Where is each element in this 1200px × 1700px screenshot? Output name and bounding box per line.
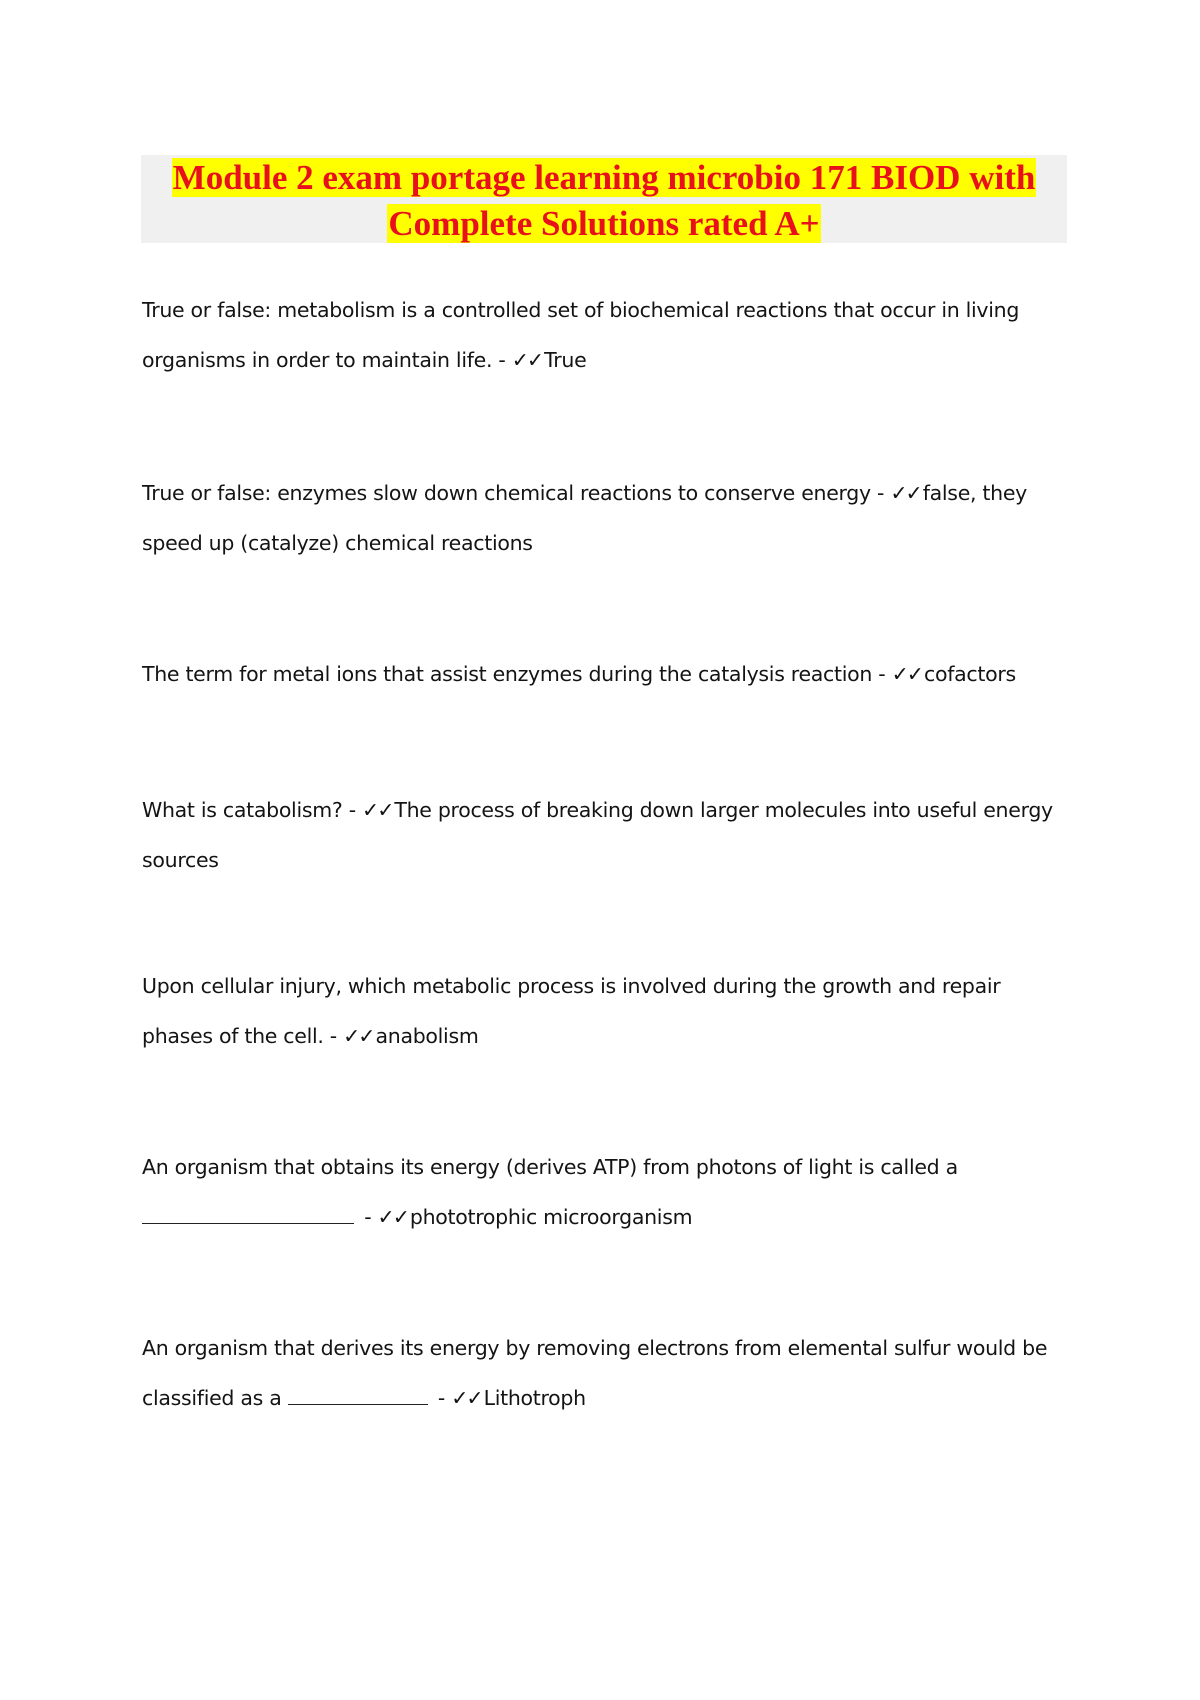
check-icon: ✓✓ (362, 798, 393, 822)
answer-text: false, they speed up (catalyze) chemical reactions (142, 481, 1028, 555)
separator: - (358, 1205, 378, 1229)
qa-item-6 (142, 1142, 1062, 1242)
answer-text: cofactors (923, 662, 1016, 686)
question-text: The term for metal ions that assist enzymes during the catalysis reaction (142, 662, 873, 686)
answer-text: anabolism (375, 1024, 479, 1048)
qa-item-3 (142, 649, 1062, 699)
separator: - (872, 662, 892, 686)
qa-item-7 (142, 1323, 1062, 1423)
check-icon: ✓✓ (890, 481, 921, 505)
qa-item-2 (142, 468, 1062, 568)
answer-text: Lithotroph (483, 1386, 586, 1410)
answer-text: phototrophic microorganism (409, 1205, 693, 1229)
question-text: Upon cellular injury, which metabolic process is involved during the growth and repair phases of the cell. (142, 974, 1001, 1048)
check-icon: ✓✓ (451, 1386, 482, 1410)
separator: - (492, 348, 512, 372)
qa-item-4 (142, 785, 1062, 885)
question-text: True or false: enzymes slow down chemical reactions to conserve energy (142, 481, 871, 505)
check-icon: ✓✓ (511, 348, 543, 372)
fill-in-blank (288, 1384, 428, 1405)
separator: - (431, 1386, 452, 1410)
check-icon: ✓✓ (377, 1205, 408, 1229)
separator: - (342, 798, 363, 822)
title-line-1: Module 2 exam portage learning microbio 171 BIOD with (172, 158, 1036, 197)
fill-in-blank (142, 1203, 354, 1224)
check-icon: ✓✓ (343, 1024, 374, 1048)
question-text: True or false: metabolism is a controlled set of biochemical reactions that occur in living organisms in order to maintain life. (142, 298, 1020, 372)
qa-item-1 (142, 285, 1062, 385)
question-text: What is catabolism? (142, 798, 343, 822)
title-line-2: Complete Solutions rated A+ (388, 204, 820, 243)
separator: - (870, 481, 891, 505)
question-text: An organism that derives its energy by removing electrons from elemental sulfur would be classified as a (142, 1336, 1048, 1410)
document-title (141, 155, 1067, 243)
qa-item-5 (142, 961, 1062, 1061)
answer-text: The process of breaking down larger molecules into useful energy sources (142, 798, 1053, 872)
check-icon: ✓✓ (891, 662, 922, 686)
question-text: An organism that obtains its energy (derives ATP) from photons of light is called a (142, 1155, 958, 1179)
separator: - (323, 1024, 344, 1048)
answer-text: True (544, 348, 587, 372)
